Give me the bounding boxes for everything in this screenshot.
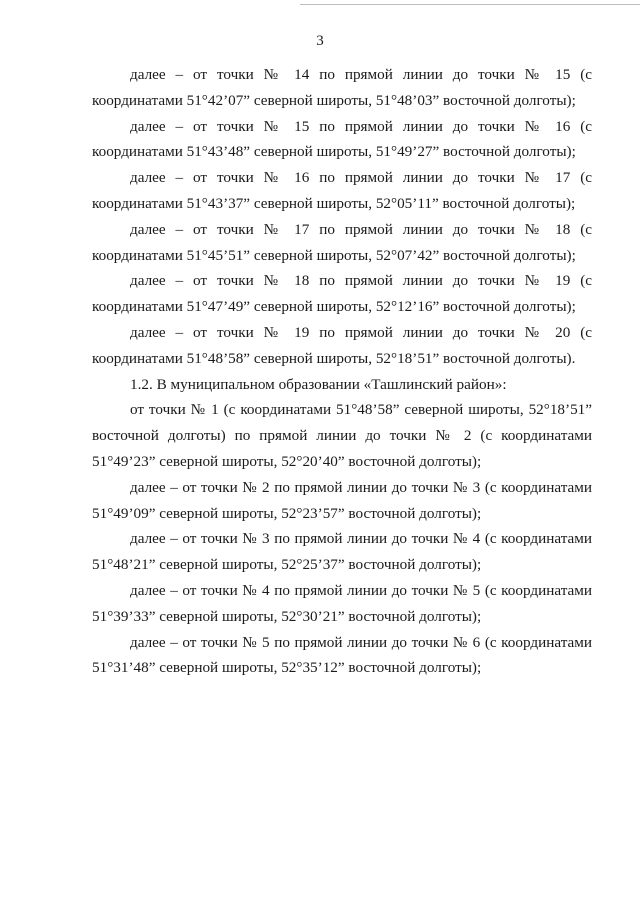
paragraph-tashla-point-4: далее – от точки № 4 по прямой линии до точки № 5 (с координатами 51°39’33” северной широты, 52°30’21” восточной долготы); <box>92 581 592 625</box>
paragraph-point-14: далее – от точки № 14 по прямой линии до точки № 15 (с координатами 51°42’07” северной широты, 51°48’03” восточной долготы); <box>92 66 592 109</box>
paragraph-tashla-point-1: от точки № 1 (с координатами 51°48’58” северной широты, 52°18’51” восточной долготы) по прямой линии до точки № 2 (с координатами 51°49’23” северной широты, 52°20’40” восточной долготы); <box>92 401 592 470</box>
paragraph-point-16: далее – от точки № 16 по прямой линии до точки № 17 (с координатами 51°43’37” северной широты, 52°05’11” восточной долготы); <box>92 169 592 212</box>
paragraph-tashla-point-5: далее – от точки № 5 по прямой линии до точки № 6 (с координатами 51°31’48” северной широты, 52°35’12” восточной долготы); <box>92 633 592 677</box>
document-body <box>92 62 592 681</box>
paragraph-tashla-point-3: далее – от точки № 3 по прямой линии до точки № 4 (с координатами 51°48’21” северной широты, 52°25’37” восточной долготы); <box>92 530 592 574</box>
paragraph-tashla-point-2: далее – от точки № 2 по прямой линии до точки № 3 (с координатами 51°49’09” северной широты, 52°23’57” восточной долготы); <box>92 478 592 522</box>
paragraph-point-18: далее – от точки № 18 по прямой линии до точки № 19 (с координатами 51°47’49” северной широты, 52°12’16” восточной долготы); <box>92 272 592 316</box>
paragraph-point-19: далее – от точки № 19 по прямой линии до точки № 20 (с координатами 51°48’58” северной широты, 52°18’51” восточной долготы). <box>92 323 592 367</box>
paragraph-point-15: далее – от точки № 15 по прямой линии до точки № 16 (с координатами 51°43’48” северной широты, 51°49’27” восточной долготы); <box>92 117 592 161</box>
scan-edge-line <box>300 4 640 5</box>
paragraph-point-17: далее – от точки № 17 по прямой линии до точки № 18 (с координатами 51°45’51” северной широты, 52°07’42” восточной долготы); <box>92 220 592 264</box>
section-heading-1-2: 1.2. В муниципальном образовании «Ташлинский район»: <box>130 375 507 393</box>
page-number: 3 <box>316 33 324 49</box>
